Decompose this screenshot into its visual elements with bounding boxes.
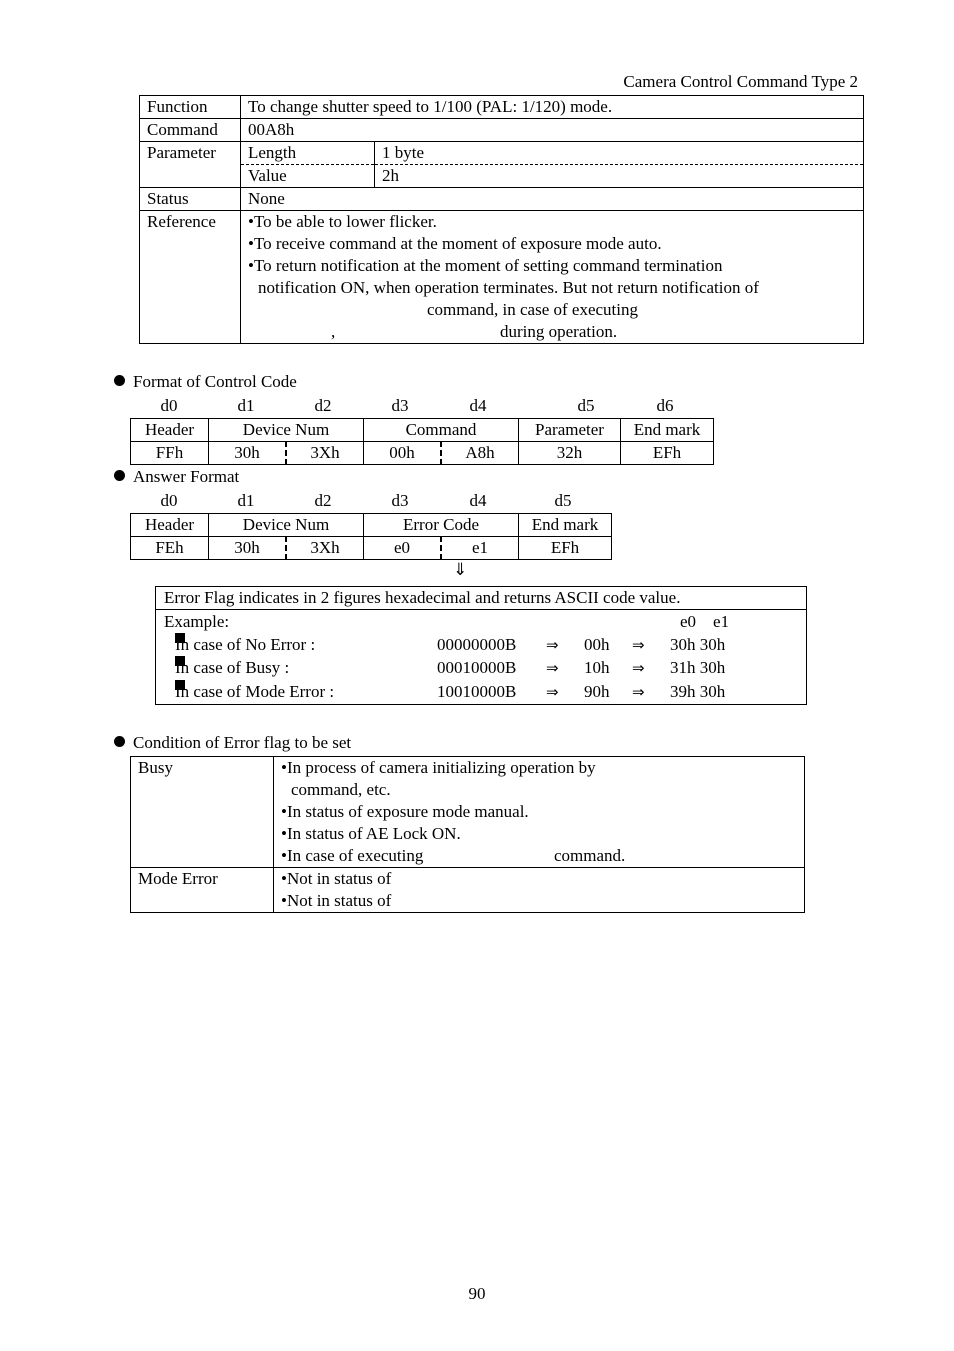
value-cell: FEh [131, 537, 209, 560]
condition-line: •Not in status of [281, 869, 392, 888]
command-cell: Command [364, 419, 519, 442]
hex-value: 00h [584, 635, 610, 654]
control-code-title: Format of Control Code [114, 372, 297, 392]
d-label: d2 [314, 396, 332, 415]
header-cell: Header [131, 514, 209, 537]
reference-during: during operation. [500, 322, 618, 341]
d-label: d1 [237, 396, 255, 415]
function-label: Function [140, 96, 241, 119]
control-code-d-labels [0, 396, 954, 416]
reference-line: command, in case of executing [427, 300, 639, 319]
end-mark-cell: End mark [621, 419, 714, 442]
example-label: Example: [164, 612, 230, 631]
condition-line: command, etc. [291, 780, 391, 799]
header-cell: Header [131, 419, 209, 442]
binary-value: 10010000B [437, 682, 517, 701]
d-label: d4 [469, 396, 487, 415]
value-cell: EFh [621, 442, 714, 465]
arrow-down-icon: ⇓ [453, 560, 468, 580]
condition-line: •In status of AE Lock ON. [281, 824, 461, 843]
mode-error-conditions [274, 868, 805, 913]
condition-line: •In process of camera initializing operation by [281, 758, 596, 777]
function-value: To change shutter speed to 1/100 (PAL: 1/120) mode. [241, 96, 864, 119]
reference-label: Reference [140, 211, 241, 344]
device-num-cell: Device Num [209, 419, 364, 442]
implies-icon: ⇒ [632, 659, 645, 677]
condition-line: •In status of exposure mode manual. [281, 802, 529, 821]
e-header: e0 e1 [680, 612, 730, 631]
binary-value: 00010000B [437, 658, 517, 677]
d-label: d5 [554, 491, 572, 510]
value-cell: A8h [441, 442, 519, 465]
value-cell: EFh [519, 537, 612, 560]
error-example-row: In case of Busy : 00010000B ⇒ 10h ⇒ 31h 30h [156, 656, 806, 680]
answer-format-d-labels [0, 491, 954, 511]
error-flag-description: Error Flag indicates in 2 figures hexadecimal and returns ASCII code value. [156, 587, 806, 610]
answer-format-table [130, 513, 612, 560]
condition-title: Condition of Error flag to be set [114, 733, 351, 753]
ascii-value: 31h 30h [670, 658, 726, 677]
busy-label: Busy [131, 757, 274, 868]
condition-line: •In case of executing command. [281, 846, 626, 865]
error-example-row: In case of Mode Error : 10010000B ⇒ 90h ⇒ 39h 30h [156, 680, 806, 704]
value-cell: e1 [441, 537, 519, 560]
length-label: Length [241, 142, 375, 165]
parameter-cell: Parameter [519, 419, 621, 442]
d-label: d4 [469, 491, 487, 510]
ascii-value: 30h 30h [670, 635, 726, 654]
control-code-table [130, 418, 714, 465]
value-cell: 00h [364, 442, 442, 465]
implies-icon: ⇒ [546, 659, 559, 677]
reference-line: •To receive command at the moment of exposure mode auto. [248, 234, 662, 253]
value-value: 2h [375, 165, 864, 188]
error-example-row: In case of No Error : 00000000B ⇒ 00h ⇒ 30h 30h [156, 633, 806, 657]
ascii-value: 39h 30h [670, 682, 726, 701]
d-label: d0 [160, 396, 178, 415]
command-label: Command [140, 119, 241, 142]
d-label: d1 [237, 491, 255, 510]
d-label: d3 [391, 396, 409, 415]
d-label: d5 [577, 396, 595, 415]
value-cell: 30h [209, 537, 287, 560]
reference-line: notification ON, when operation terminates. But not return notification of [258, 278, 759, 297]
page-number: 90 [468, 1284, 486, 1303]
command-spec-table [139, 95, 864, 344]
implies-icon: ⇒ [546, 683, 559, 701]
mode-error-label: Mode Error [131, 868, 274, 913]
d-label: d6 [656, 396, 674, 415]
value-cell: e0 [364, 537, 442, 560]
reference-comma: , [331, 322, 336, 341]
device-num-cell: Device Num [209, 514, 364, 537]
reference-line: •To be able to lower flicker. [248, 212, 437, 231]
value-cell: 32h [519, 442, 621, 465]
reference-line-last [248, 321, 856, 343]
implies-icon: ⇒ [632, 636, 645, 654]
hex-value: 90h [584, 682, 610, 701]
condition-line: •Not in status of [281, 891, 392, 910]
d-label: d2 [314, 491, 332, 510]
binary-value: 00000000B [437, 635, 517, 654]
bullet-icon [114, 470, 125, 481]
error-flag-box [155, 586, 807, 705]
d-label: d3 [391, 491, 409, 510]
bullet-icon [114, 736, 125, 747]
busy-conditions [274, 757, 805, 868]
length-value: 1 byte [375, 142, 864, 165]
reference-line: •To return notification at the moment of setting command termination [248, 256, 723, 275]
page-header-title: Camera Control Command Type 2 [623, 72, 858, 91]
implies-icon: ⇒ [546, 636, 559, 654]
command-value: 00A8h [241, 119, 864, 142]
reference-notes [241, 211, 864, 344]
error-code-cell: Error Code [364, 514, 519, 537]
d-label: d0 [160, 491, 178, 510]
status-label: Status [140, 188, 241, 211]
value-cell: FFh [131, 442, 209, 465]
value-cell: 3Xh [286, 537, 364, 560]
hex-value: 10h [584, 658, 610, 677]
value-cell: 3Xh [286, 442, 364, 465]
implies-icon: ⇒ [632, 683, 645, 701]
end-mark-cell: End mark [519, 514, 612, 537]
bullet-icon [114, 375, 125, 386]
status-value: None [241, 188, 864, 211]
value-label: Value [241, 165, 375, 188]
parameter-label: Parameter [140, 142, 241, 188]
condition-table [130, 756, 805, 913]
answer-format-title: Answer Format [114, 467, 239, 487]
value-cell: 30h [209, 442, 287, 465]
